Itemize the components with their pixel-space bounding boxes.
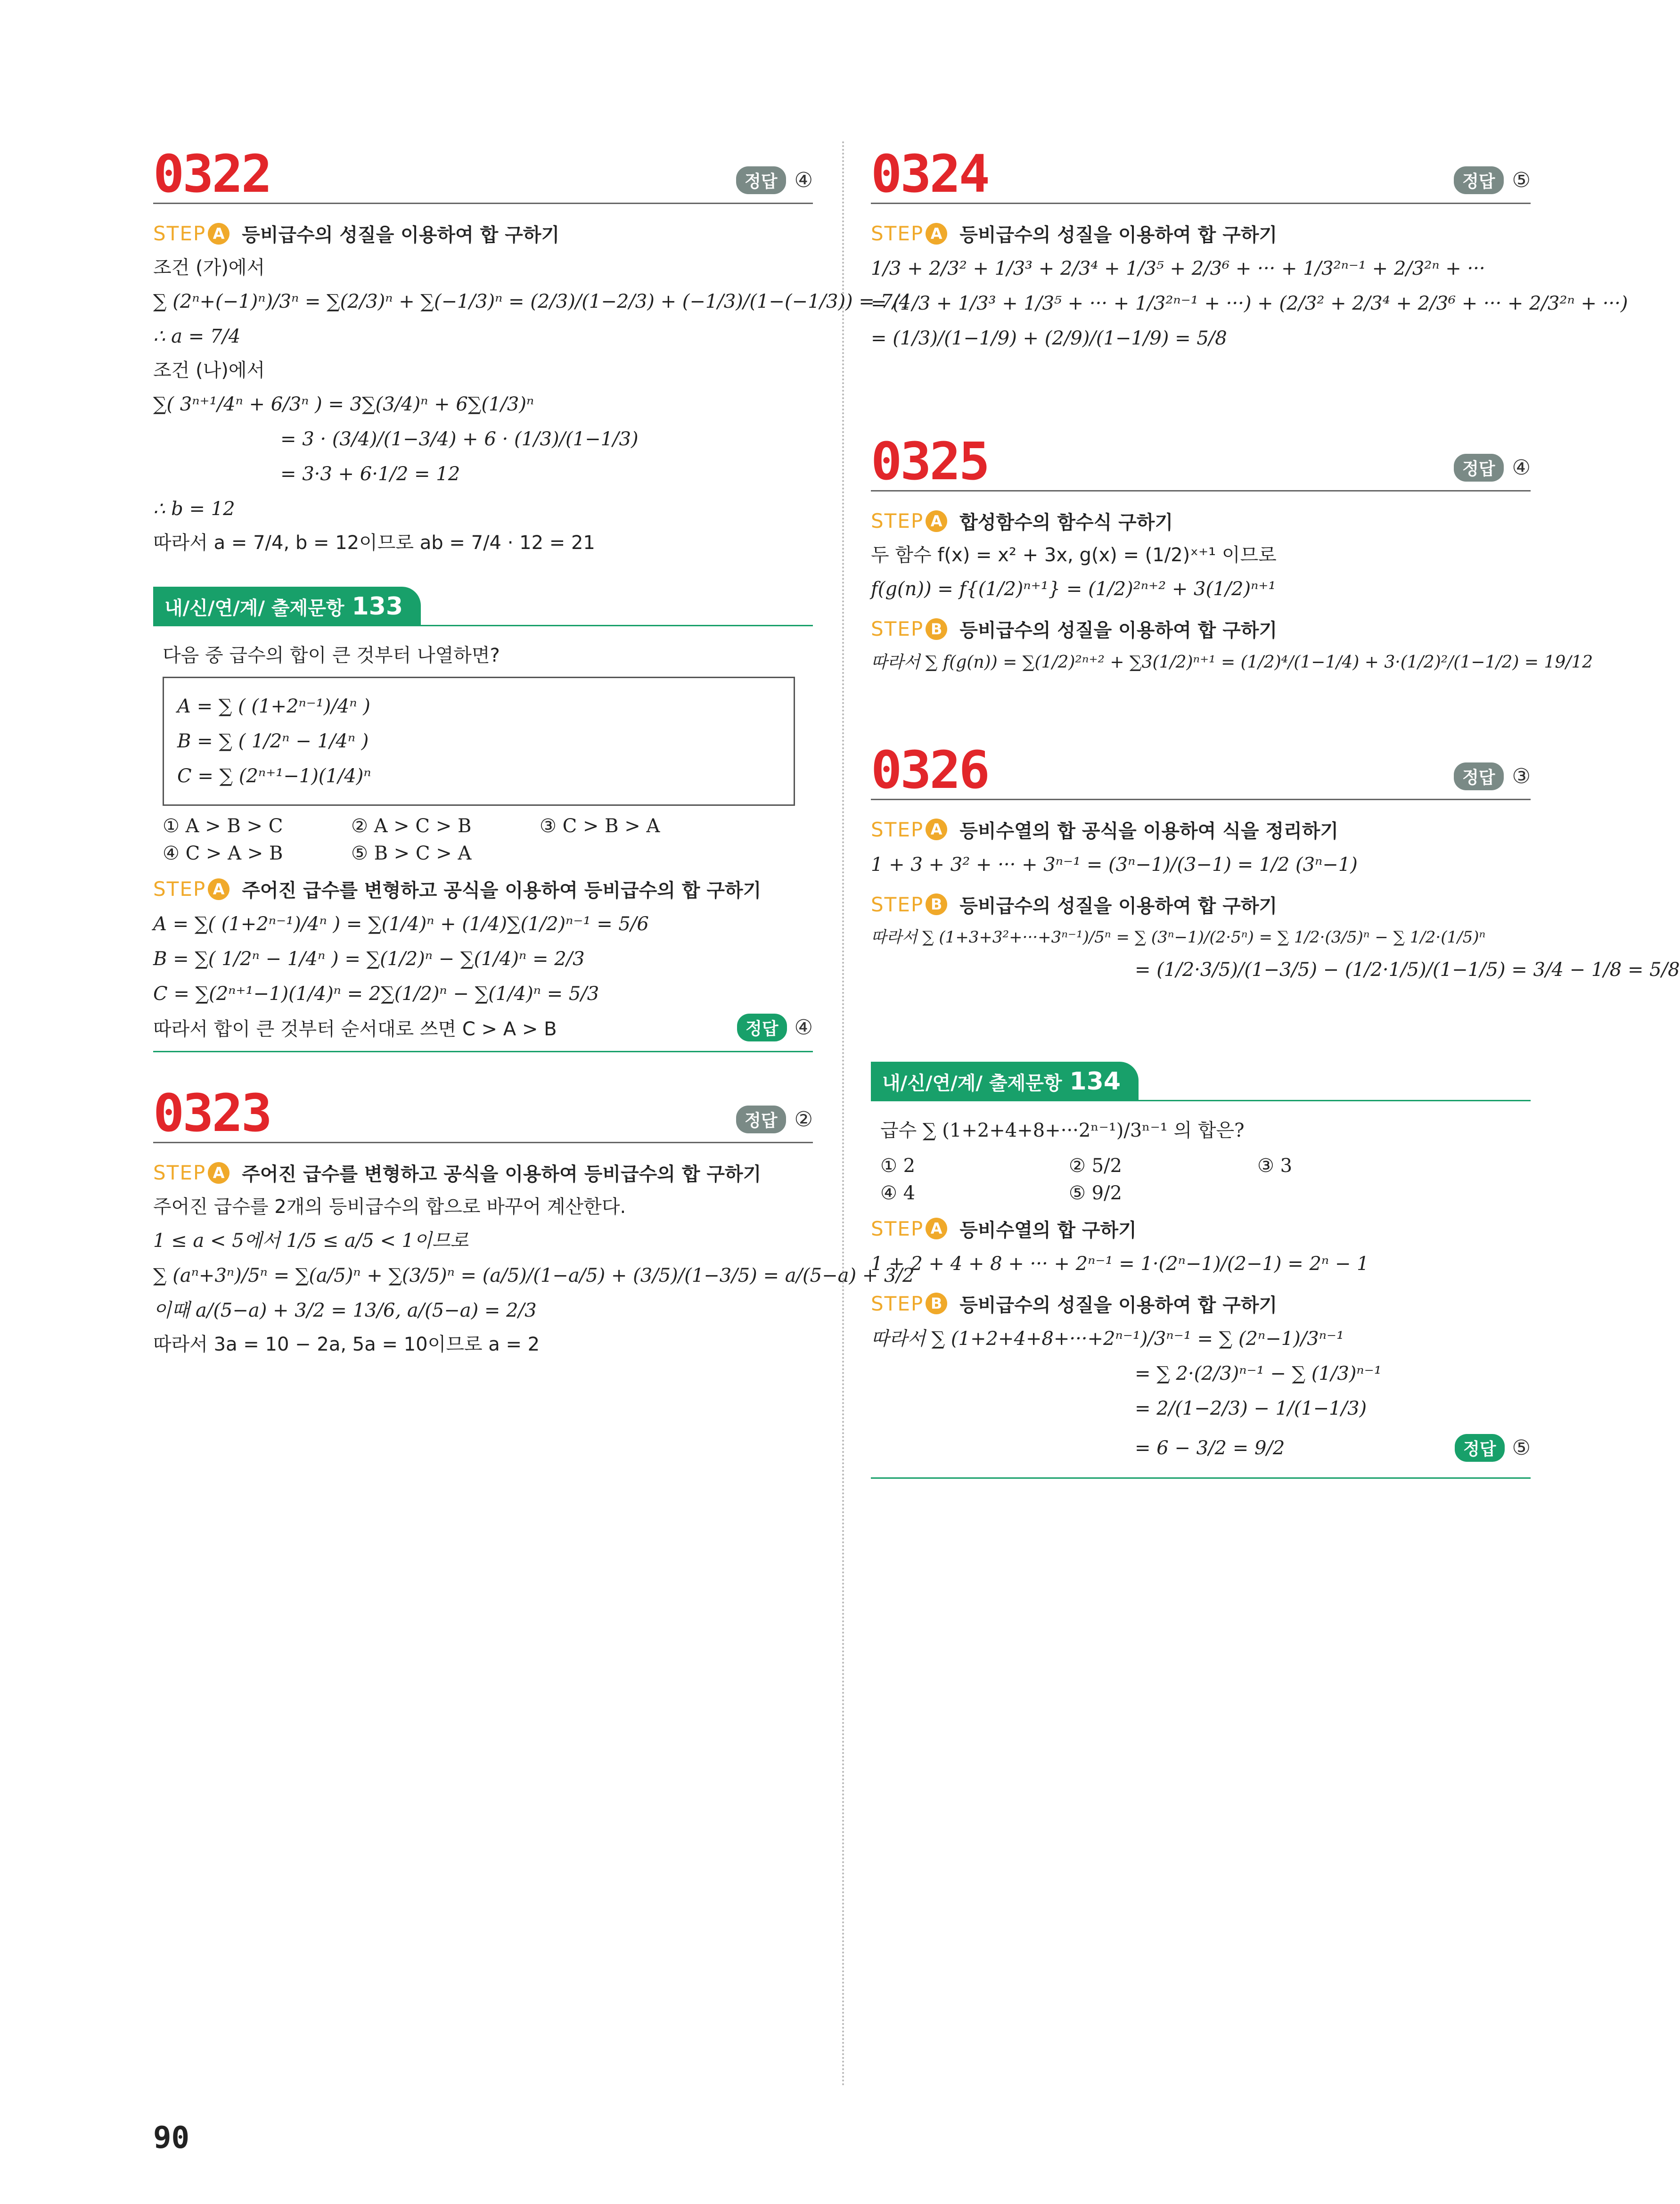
step-title: 등비급수의 성질을 이용하여 합 구하기 <box>959 224 1278 246</box>
answer-tag <box>1454 454 1531 482</box>
math-line: ∴ a = 7/4 <box>153 326 241 347</box>
step-a <box>871 1215 1531 1242</box>
step-word: STEP <box>871 893 924 916</box>
math-line: 1 + 3 + 3² + ··· + 3ⁿ⁻¹ = (3ⁿ−1)/(3−1) = 1/2 (3ⁿ−1) <box>871 853 1358 876</box>
problem-0325 <box>871 429 1593 676</box>
math-line: ∑ (aⁿ+3ⁿ)/5ⁿ = ∑(a/5)ⁿ + ∑(3/5)ⁿ = (a/5)/(1−a/5) + (3/5)/(1−3/5) = a/(5−a) + 3/2 <box>153 1265 915 1286</box>
step-a <box>871 816 1531 843</box>
answer-value: ④ <box>794 168 813 192</box>
math-line: ∑ (2ⁿ+(−1)ⁿ)/3ⁿ = ∑(2/3)ⁿ + ∑(−1/3)ⁿ = (2/3)/(1−2/3) + (−1/3)/(1−(−1/3)) = 7/4 <box>153 291 911 312</box>
answer-tag <box>1454 762 1531 790</box>
math-line: B = ∑( 1/2ⁿ − 1/4ⁿ ) = ∑(1/2)ⁿ − ∑(1/4)ⁿ = 2/3 <box>153 948 585 970</box>
math-line: ∴ b = 12 <box>153 498 235 520</box>
choice-4[interactable]: ④ C > A > B <box>163 843 283 864</box>
answer-tag <box>1455 1434 1531 1462</box>
step-word: STEP <box>871 1217 924 1240</box>
section-divider <box>871 1477 1531 1479</box>
answer-value: ⑤ <box>1512 1436 1531 1460</box>
naesin-label: 내/신/연/계/ 출제문항 133 <box>153 587 421 626</box>
step-title: 등비급수의 성질을 이용하여 합 구하기 <box>959 620 1278 641</box>
math-line: C = ∑(2ⁿ⁺¹−1)(1/4)ⁿ = 2∑(1/2)ⁿ − ∑(1/4)ⁿ = 5/3 <box>153 983 599 1005</box>
answer-badge: 정답 <box>1454 762 1504 790</box>
step-word: STEP <box>871 818 924 841</box>
answer-badge: 정답 <box>736 1106 786 1133</box>
naesin-header <box>153 585 813 626</box>
answer-badge: 정답 <box>1454 454 1504 482</box>
problem-0322 <box>153 141 911 557</box>
naesin-label: 내/신/연/계/ 출제문항 134 <box>871 1062 1139 1101</box>
choice-1[interactable]: ① 2 <box>880 1155 916 1177</box>
text-line: 주어진 급수를 2개의 등비급수의 합으로 바꾸어 계산한다. <box>153 1196 626 1218</box>
math-line: 1/3 + 2/3² + 1/3³ + 2/3⁴ + 1/3⁵ + 2/3⁶ + ··· + 1/3²ⁿ⁻¹ + 2/3²ⁿ + ··· <box>871 258 1485 279</box>
choice-row <box>163 815 803 837</box>
math-line: = (1/3 + 1/3³ + 1/3⁵ + ··· + 1/3²ⁿ⁻¹ + ···) + (2/3² + 2/3⁴ + 2/3⁶ + ··· + 2/3²ⁿ + ···) <box>871 293 1628 314</box>
conclusion-text: 따라서 합이 큰 것부터 순서대로 쓰면 C > A > B <box>153 1018 557 1040</box>
math-line: A = ∑( (1+2ⁿ⁻¹)/4ⁿ ) = ∑(1/4)ⁿ + (1/4)∑(1/2)ⁿ⁻¹ = 5/6 <box>153 913 649 935</box>
choice-row <box>163 843 803 864</box>
text-line: 조건 (가)에서 <box>153 257 265 279</box>
problem-number: 0323 <box>153 1083 270 1143</box>
naesin-number: 133 <box>352 592 403 621</box>
step-letter: A <box>926 510 947 532</box>
step-title: 등비급수의 성질을 이용하여 합 구하기 <box>959 1294 1278 1316</box>
series-c: C = ∑ (2ⁿ⁺¹−1)(1/4)ⁿ <box>177 765 371 787</box>
math-line: = 3 · (3/4)/(1−3/4) + 6 · (1/3)/(1−1/3) <box>280 428 639 450</box>
choice-3[interactable]: ③ 3 <box>1257 1155 1293 1177</box>
step-letter: B <box>926 1293 947 1314</box>
problem-number: 0324 <box>871 144 988 204</box>
problem-number: 0325 <box>871 431 988 492</box>
math-line: 따라서 ∑ f(g(n)) = ∑(1/2)²ⁿ⁺² + ∑3(1/2)ⁿ⁺¹ = (1/2)⁴/(1−1/4) + 3·(1/2)²/(1−1/2) = 19/12 <box>871 653 1593 672</box>
step-b <box>871 1290 1531 1317</box>
answer-value: ② <box>794 1107 813 1131</box>
problem-number: 0322 <box>153 144 270 204</box>
step-title: 주어진 급수를 변형하고 공식을 이용하여 등비급수의 합 구하기 <box>242 880 762 901</box>
text-line: 두 함수 f(x) = x² + 3x, g(x) = (1/2)ˣ⁺¹ 이므로 <box>871 544 1277 566</box>
choice-3[interactable]: ③ C > B > A <box>540 815 660 837</box>
step-word: STEP <box>871 617 924 640</box>
column-divider <box>842 141 844 2088</box>
naesin-header <box>871 1060 1531 1101</box>
step-letter: B <box>926 893 947 915</box>
choice-5[interactable]: ⑤ B > C > A <box>351 843 472 864</box>
problem-header <box>871 429 1531 492</box>
text-line: 따라서 3a = 10 − 2a, 5a = 10이므로 a = 2 <box>153 1334 540 1355</box>
right-column <box>871 141 1680 1479</box>
answer-tag <box>736 1106 813 1133</box>
math-line: ∑( 3ⁿ⁺¹/4ⁿ + 6/3ⁿ ) = 3∑(3/4)ⁿ + 6∑(1/3)ⁿ <box>153 393 534 415</box>
question-text: 급수 ∑ (1+2+4+8+···2ⁿ⁻¹)/3ⁿ⁻¹ 의 합은? <box>880 1119 1245 1141</box>
math-line: 1 + 2 + 4 + 8 + ··· + 2ⁿ⁻¹ = 1·(2ⁿ−1)/(2−1) = 2ⁿ − 1 <box>871 1253 1369 1275</box>
step-title: 합성함수의 함수식 구하기 <box>959 512 1173 533</box>
step-word: STEP <box>153 1161 206 1184</box>
math-line: 이때 a/(5−a) + 3/2 = 13/6, a/(5−a) = 2/3 <box>153 1300 537 1321</box>
math-line: 1 ≤ a < 5에서 1/5 ≤ a/5 < 1이므로 <box>153 1230 469 1252</box>
problem-header <box>153 1081 813 1143</box>
math-line: 따라서 ∑ (1+2+4+8+···+2ⁿ⁻¹)/3ⁿ⁻¹ = ∑ (2ⁿ−1)/3ⁿ⁻¹ <box>871 1327 1344 1350</box>
math-line: = 3·3 + 6·1/2 = 12 <box>280 463 460 485</box>
step-letter: A <box>926 819 947 840</box>
answer-tag <box>737 1014 813 1041</box>
step-title: 주어진 급수를 변형하고 공식을 이용하여 등비급수의 합 구하기 <box>242 1163 762 1185</box>
step-title: 등비급수의 성질을 이용하여 합 구하기 <box>959 895 1278 917</box>
math-line: = (1/2·3/5)/(1−3/5) − (1/2·1/5)/(1−1/5) = 3/4 − 1/8 = 5/8 <box>1135 959 1680 981</box>
step-letter: A <box>208 1162 229 1184</box>
answer-value: ⑤ <box>1512 168 1531 192</box>
step-b <box>871 615 1531 642</box>
answer-value: ④ <box>1512 456 1531 480</box>
section-divider <box>153 1051 813 1052</box>
step-word: STEP <box>153 222 206 245</box>
problem-0326 <box>871 737 1680 985</box>
problem-header <box>153 141 813 204</box>
choice-2[interactable]: ② 5/2 <box>1069 1155 1122 1177</box>
problem-header <box>871 737 1531 800</box>
step-letter: B <box>926 618 947 640</box>
naesin-problem-133 <box>153 585 813 1052</box>
step-letter: A <box>926 1218 947 1239</box>
step-b <box>871 891 1531 918</box>
question-text: 다음 중 급수의 합이 큰 것부터 나열하면? <box>163 645 500 666</box>
step-title: 등비수열의 합 구하기 <box>959 1219 1137 1241</box>
answer-tag <box>736 166 813 194</box>
answer-value: ③ <box>1512 764 1531 788</box>
step-word: STEP <box>871 1292 924 1315</box>
step-a <box>871 508 1531 534</box>
math-line: = 2/(1−2/3) − 1/(1−1/3) <box>1135 1397 1367 1419</box>
naesin-number: 134 <box>1069 1067 1121 1096</box>
text-line: 따라서 a = 7/4, b = 12이므로 ab = 7/4 · 12 = 21 <box>153 532 595 554</box>
series-a: A = ∑ ( (1+2ⁿ⁻¹)/4ⁿ ) <box>177 696 370 717</box>
answer-badge: 정답 <box>1454 166 1504 194</box>
step-a <box>153 1159 813 1186</box>
math-line: 따라서 ∑ (1+3+3²+···+3ⁿ⁻¹)/5ⁿ = ∑ (3ⁿ−1)/(2·5ⁿ) = ∑ 1/2·(3/5)ⁿ − ∑ 1/2·(1/5)ⁿ <box>871 927 1486 947</box>
step-a <box>153 876 813 902</box>
page-number: 90 <box>153 2121 190 2155</box>
choice-1[interactable]: ① A > B > C <box>163 815 283 837</box>
text-line: 조건 (나)에서 <box>153 360 265 381</box>
choice-4[interactable]: ④ 4 <box>880 1182 916 1204</box>
final-line <box>871 1428 1531 1468</box>
step-letter: A <box>208 878 229 900</box>
problem-0324 <box>871 141 1628 353</box>
step-letter: A <box>208 223 229 245</box>
step-a <box>153 220 813 247</box>
choice-5[interactable]: ⑤ 9/2 <box>1069 1182 1122 1204</box>
choice-2[interactable]: ② A > C > B <box>351 815 472 837</box>
final-line <box>153 1014 813 1041</box>
series-definition-box <box>163 677 795 806</box>
math-line: f(g(n)) = f{(1/2)ⁿ⁺¹} = (1/2)²ⁿ⁺² + 3(1/2)ⁿ⁺¹ <box>871 578 1276 600</box>
answer-badge: 정답 <box>737 1014 787 1041</box>
step-title: 등비수열의 합 공식을 이용하여 식을 정리하기 <box>959 820 1338 842</box>
step-word: STEP <box>871 509 924 533</box>
problem-header <box>871 141 1531 204</box>
answer-tag <box>1454 166 1531 194</box>
problem-number: 0326 <box>871 739 988 800</box>
answer-value: ④ <box>794 1016 813 1040</box>
step-word: STEP <box>871 222 924 245</box>
math-line: = ∑ 2·(2/3)ⁿ⁻¹ − ∑ (1/3)ⁿ⁻¹ <box>1135 1362 1382 1385</box>
choice-row <box>880 1182 1521 1204</box>
step-letter: A <box>926 223 947 245</box>
naesin-problem-134 <box>871 1060 1531 1479</box>
step-a <box>871 220 1531 247</box>
step-title: 등비급수의 성질을 이용하여 합 구하기 <box>242 224 560 246</box>
math-line: = (1/3)/(1−1/9) + (2/9)/(1−1/9) = 5/8 <box>871 328 1227 349</box>
math-line: = 6 − 3/2 = 9/2 <box>1135 1437 1285 1459</box>
step-word: STEP <box>153 877 206 901</box>
choice-row <box>880 1155 1521 1177</box>
answer-badge: 정답 <box>1455 1434 1505 1462</box>
answer-badge: 정답 <box>736 166 786 194</box>
series-b: B = ∑ ( 1/2ⁿ − 1/4ⁿ ) <box>177 730 369 752</box>
